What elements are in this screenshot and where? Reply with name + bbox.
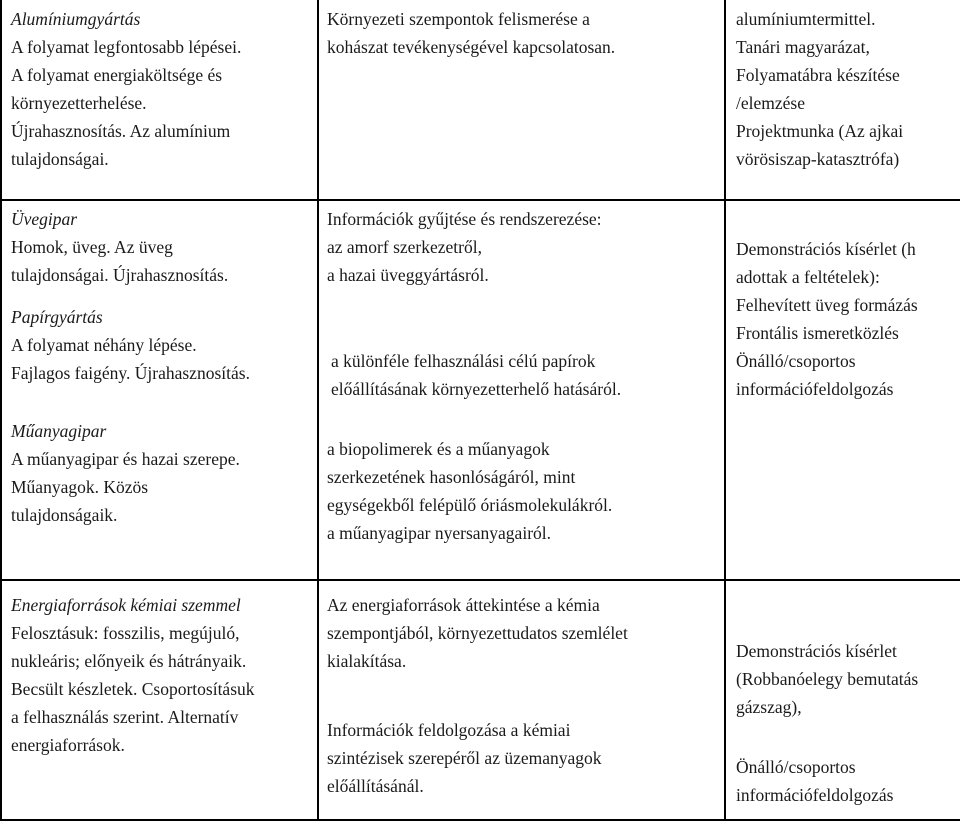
goal-line: kialakítása. (327, 651, 407, 671)
topic-line: Felosztásuk: fosszilis, megújuló, (11, 623, 240, 643)
topic-line: energiaforrások. (11, 735, 125, 755)
method-line: gázszag), (736, 697, 802, 717)
column-divider-2 (724, 0, 726, 821)
method-line: Felhevített üveg formázás (736, 295, 918, 315)
goal-line: Információk gyűjtése és rendszerezése: (327, 209, 602, 229)
goal-line: előállításánál. (327, 776, 424, 796)
topic-line: A folyamat legfontosabb lépései. (11, 37, 242, 57)
goal-line: Az energiaforrások áttekintése a kémia (327, 595, 600, 615)
goal-line: egységekből felépülő óriásmolekulákról. (327, 495, 613, 515)
method-line: Tanári magyarázat, (736, 37, 870, 57)
topic-line: tulajdonságaik. (11, 505, 118, 525)
topic-line: Műanyagok. Közös (11, 477, 149, 497)
topic-line: Újrahasznosítás. Az alumínium (11, 121, 231, 141)
topic-line: Becsült készletek. Csoportosításuk (11, 679, 255, 699)
method-line: információfeldolgozás (736, 785, 894, 805)
topic-title-energy: Energiaforrások kémiai szemmel (11, 595, 241, 615)
row3-topic-cell (11, 591, 255, 759)
method-line: (Robbanóelegy bemutatás (736, 669, 919, 689)
method-line: /elemzése (736, 93, 805, 113)
goal-line: a hazai üveggyártásról. (327, 265, 489, 285)
row3-method-demo (736, 637, 918, 721)
row2-method-cell (736, 235, 918, 403)
method-line: vörösiszap-katasztrófa) (736, 149, 900, 169)
goal-line: szerkezetének hasonlóságáról, mint (327, 467, 576, 487)
method-line: alumíniumtermittel. (736, 9, 876, 29)
topic-line: nukleáris; előnyeik és hátrányaik. (11, 651, 247, 671)
goal-line: az amorf szerkezetről, (327, 237, 482, 257)
row2-goal-glass (327, 205, 602, 289)
table-border-left (0, 0, 2, 821)
method-line: adottak a feltételek): (736, 267, 880, 287)
topic-line: Homok, üveg. Az üveg (11, 237, 173, 257)
method-line: Önálló/csoportos (736, 351, 856, 371)
topic-line: A folyamat energiaköltsége és (11, 65, 223, 85)
goal-line: Információk feldolgozása a kémiai (327, 720, 571, 740)
goal-line: kohászat tevékenységével kapcsolatosan. (327, 37, 616, 57)
row-divider-2 (0, 579, 960, 581)
goal-line: a biopolimerek és a műanyagok (327, 439, 550, 459)
row-divider-1 (0, 199, 960, 201)
topic-line: A folyamat néhány lépése. (11, 335, 197, 355)
topic-title-plastics: Műanyagipar (11, 421, 107, 441)
goal-line: előállításának környezetterhelő hatásáról. (331, 379, 622, 399)
method-line: Frontális ismeretközlés (736, 323, 899, 343)
row1-method-cell (736, 5, 903, 173)
method-line: Demonstrációs kísérlet (h (736, 239, 916, 259)
row1-topic-cell (11, 5, 241, 173)
topic-line: Fajlagos faigény. Újrahasznosítás. (11, 363, 250, 383)
row3-goal-overview (327, 591, 628, 675)
topic-line: A műanyagipar és hazai szerepe. (11, 449, 240, 469)
topic-line: a felhasználás szerint. Alternatív (11, 707, 239, 727)
row2-topic-paper (11, 303, 250, 387)
method-line: Demonstrációs kísérlet (736, 641, 897, 661)
row3-method-individual (736, 753, 893, 809)
row3-goal-synthesis (327, 716, 602, 800)
topic-title-glass: Üvegipar (11, 209, 78, 229)
topic-line: tulajdonságai. Újrahasznosítás. (11, 265, 229, 285)
method-line: információfeldolgozás (736, 379, 894, 399)
row1-goal-cell (327, 5, 615, 61)
row2-goal-plastics (327, 435, 612, 547)
goal-line: szintézisek szerepéről az üzemanyagok (327, 748, 602, 768)
topic-title-aluminium: Alumíniumgyártás (11, 9, 141, 29)
row2-topic-glass (11, 205, 228, 289)
goal-line: Környezeti szempontok felismerése a (327, 9, 590, 29)
method-line: Folyamatábra készítése (736, 65, 900, 85)
row2-topic-plastics (11, 417, 240, 529)
method-line: Projektmunka (Az ajkai (736, 121, 904, 141)
goal-line: a műanyagipar nyersanyagairól. (327, 523, 552, 543)
method-line: Önálló/csoportos (736, 757, 856, 777)
topic-line: tulajdonságai. (11, 149, 109, 169)
topic-line: környezetterhelése. (11, 93, 147, 113)
goal-line: szempontjából, környezettudatos szemlélet (327, 623, 628, 643)
column-divider-1 (317, 0, 319, 821)
goal-line: a különféle felhasználási célú papírok (331, 351, 596, 371)
row2-goal-paper (327, 347, 621, 403)
topic-title-paper: Papírgyártás (11, 307, 103, 327)
